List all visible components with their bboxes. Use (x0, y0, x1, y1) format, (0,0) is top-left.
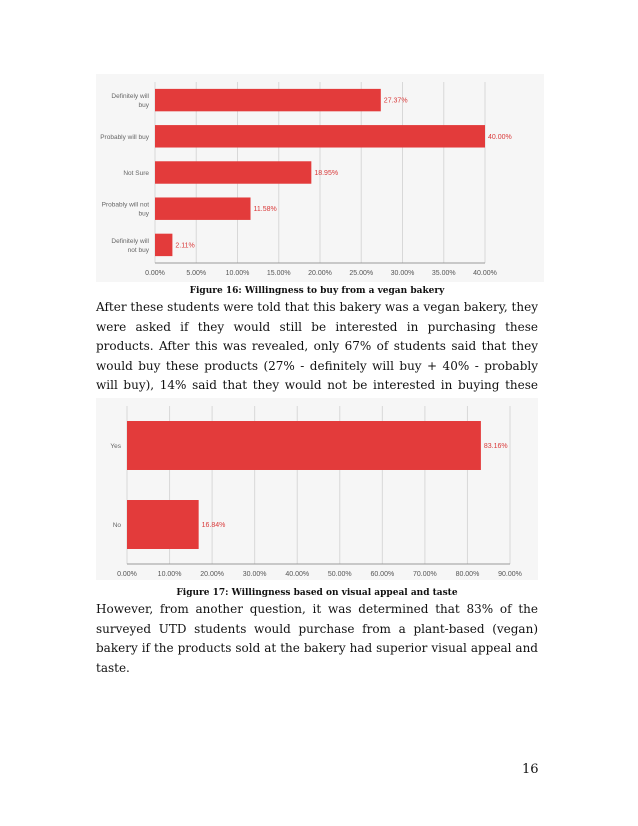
x-tick-label: 40.00% (473, 270, 497, 277)
caption-figure-17: Figure 17: Willingness based on visual appeal and taste (176, 588, 458, 598)
page-number: 16 (522, 762, 539, 777)
category-label: Not Sure (123, 170, 149, 177)
bar-value-label: 2.11% (175, 242, 195, 250)
category-label: Probably will buy (100, 133, 149, 141)
bar (155, 89, 381, 111)
bar-value-label: 11.58% (253, 206, 277, 214)
x-tick-label: 40.00% (285, 571, 310, 578)
bar (127, 421, 481, 470)
x-tick-label: 10.00% (157, 571, 182, 578)
x-tick-label: 90.00% (498, 571, 522, 578)
x-tick-label: 50.00% (327, 571, 352, 578)
bar-value-label: 40.00% (488, 133, 512, 141)
paragraph-vegan-reveal: After these students were told that this bakery was a vegan bakery, they were asked if they would still be interested in purchasing these products. After this was revealed, only 67% of students said that they would buy these products (27% - definitely will buy + 40% - probably will buy), 14% said that they would not be interested in buying these (96, 300, 538, 392)
bar-chart-willingness-vegan (96, 74, 544, 282)
x-tick-label: 30.00% (390, 270, 415, 277)
bar-value-label: 18.95% (314, 170, 339, 177)
x-tick-label: 0.00% (117, 571, 137, 578)
caption-figure-16: Figure 16: Willingness to buy from a vegan bakery (189, 286, 445, 296)
bar (155, 161, 311, 183)
bar (155, 234, 172, 256)
bar-value-label: 83.16% (483, 443, 508, 450)
x-tick-label: 20.00% (308, 270, 332, 277)
bar (127, 500, 199, 549)
x-tick-label: 25.00% (349, 270, 374, 277)
chart-figure-16 (96, 74, 544, 282)
x-tick-label: 30.00% (242, 571, 267, 578)
x-tick-label: 20.00% (200, 571, 224, 578)
x-tick-label: 15.00% (266, 270, 291, 277)
bar (155, 125, 485, 147)
category-label: Probably will not buy (101, 201, 149, 218)
bar-value-label: 16.84% (201, 522, 226, 529)
x-tick-label: 10.00% (225, 270, 250, 277)
x-tick-label: 60.00% (370, 571, 395, 578)
bar-value-label: 27.37% (383, 97, 408, 105)
category-label: No (112, 522, 121, 529)
x-tick-label: 80.00% (455, 571, 480, 578)
x-tick-label: 35.00% (431, 270, 456, 277)
paragraph-visual-appeal: However, from another question, it was determined that 83% of the surveyed UTD students would purchase from a plant-based (vegan) bakery if the products sold at the bakery had superior visual appeal and taste. (96, 602, 538, 675)
chart-figure-17 (96, 398, 538, 580)
category-label: Definitely will not buy (111, 237, 149, 254)
x-tick-label: 5.00% (186, 270, 207, 277)
bar-chart-visual-appeal (96, 398, 538, 580)
x-tick-label: 70.00% (413, 571, 437, 578)
x-tick-label: 0.00% (145, 270, 165, 277)
category-label: Yes (110, 443, 121, 450)
category-label: Definitely will buy (111, 93, 149, 110)
bar (155, 197, 251, 219)
